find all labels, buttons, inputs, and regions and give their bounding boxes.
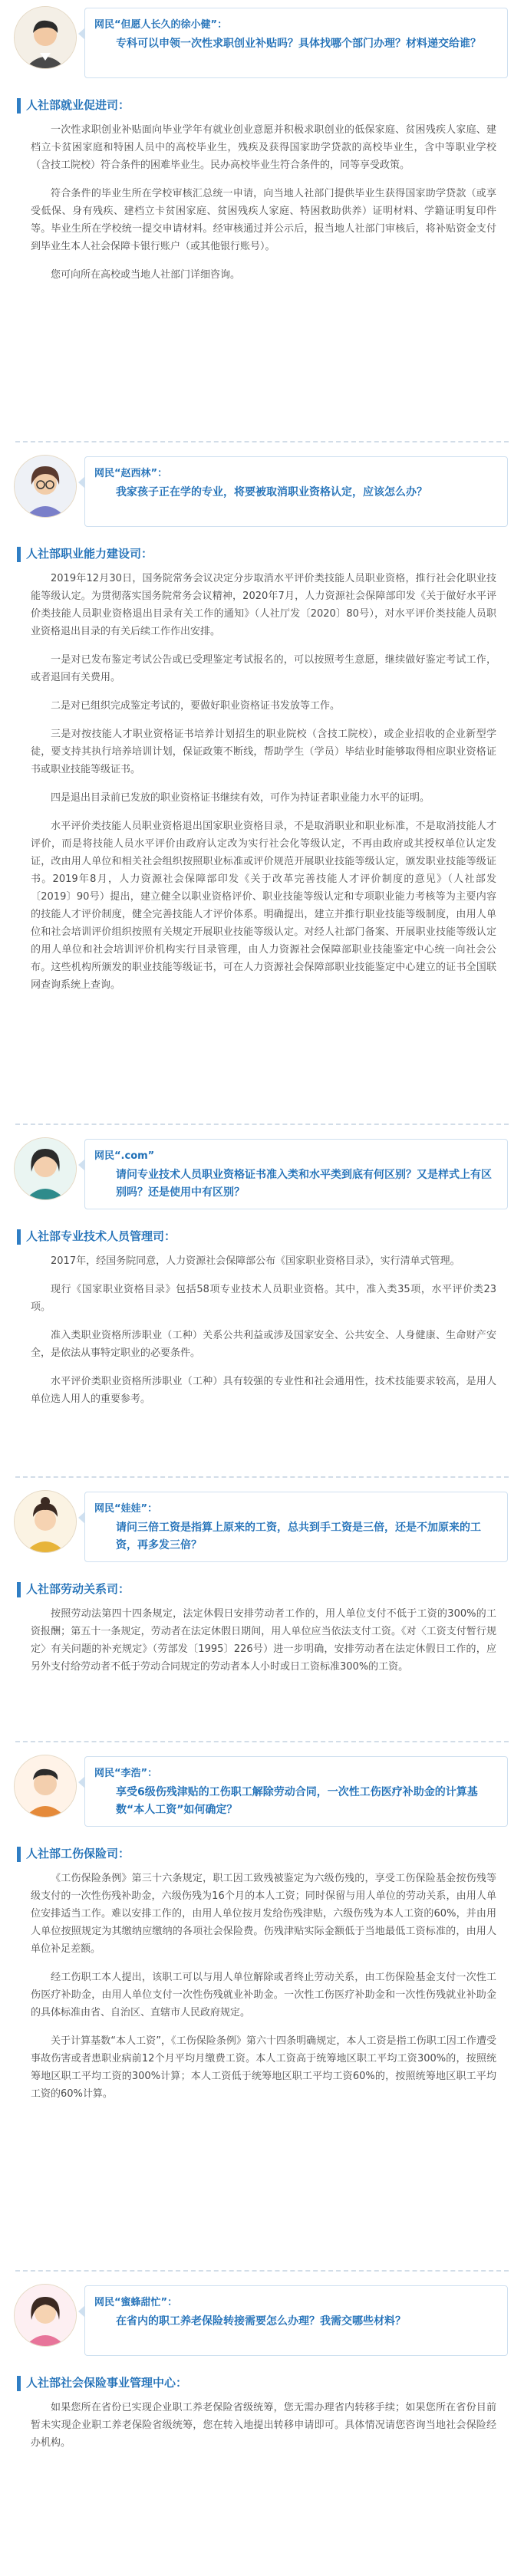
answer-paragraph: 符合条件的毕业生所在学校审核汇总统一申请，向当地人社部门提供毕业生获得国家助学贷款（或享受低保、身有残疾、建档立卡贫困家庭、贫困残疾人家庭、特困救助供养）证明材料、学籍证明复印件等。毕业生所在学校统一提交申请材料。经审核通过并公示后，报当地人社部门审核后，将补贴资金支付到毕业生本人社会保障卡银行账户（或其他银行账号）。 <box>31 188 496 252</box>
section-divider <box>15 2270 509 2272</box>
answer-paragraph: 一次性求职创业补贴面向毕业学年有就业创业意愿并积极求职创业的低保家庭、贫困残疾人家庭、建档立卡贫困家庭和特困人员中的高校毕业生，残疾及获得国家助学贷款的高校毕业生，含中等职业学校（含技工院校）符合条件的困难毕业生。民办高校毕业生符合条件的，同等享受政策。 <box>31 124 496 171</box>
qa-block-5 <box>0 1749 524 2103</box>
section-divider <box>15 1741 509 1742</box>
answer-header <box>0 1839 524 1870</box>
question-block <box>0 0 524 84</box>
qa-block-6 <box>0 2278 524 2452</box>
netizen-name: 网民“但愿人长久的徐小健”： <box>94 19 228 31</box>
answer-department: 人社部就业促进司： <box>26 98 130 112</box>
question-block <box>0 1131 524 1216</box>
question-text: 请问三倍工资是指算上原来的工资，总共到手工资是三倍，还是不加原来的工资，再多发三倍？ <box>116 1522 481 1551</box>
answer-paragraph: 经工伤职工本人提出，该职工可以与用人单位解除或者终止劳动关系，由工伤保险基金支付一次性工伤医疗补助金，由用人单位支付一次性伤残就业补助金。一次性工伤医疗补助金和一次性伤残就业补助金的具体标准由省、自治区、直辖市人民政府规定。 <box>31 1972 496 2018</box>
netizen-name: 网民“蜜蜂甜忙”： <box>94 2297 178 2308</box>
question-block <box>0 449 524 533</box>
section-divider <box>15 1476 509 1478</box>
netizen-name: 网民“娃娃”： <box>94 1503 158 1515</box>
answer-paragraph: 2019年12月30日，国务院常务会议决定分步取消水平评价类技能人员职业资格，推行社会化职业技能等级认定。为贯彻落实国务院常务会议精神，2020年7月，人力资源社会保障部印发《关于做好水平评价类技能人员职业资格退出目录有关工作的通知》（人社厅发〔2020〕80号），对水平评价类技能人员职业资格退出目录的有关后续工作作出安排。 <box>31 573 496 637</box>
answer-paragraph: 《工伤保险条例》第三十六条规定，职工因工致残被鉴定为六级伤残的，享受工伤保险基金按伤残等级支付的一次性伤残补助金，六级伤残为16个月的本人工资；同时保留与用人单位的劳动关系，由用人单位安排适当工作。难以安排工作的，由用人单位按月发给伤残津贴，六级伤残为本人工资的60%，并由用人单位按照规定为其缴纳应缴纳的各项社会保险费。伤残津贴实际金额低于当地最低工资标准的，由用人单位补足差额。 <box>31 1873 496 1955</box>
section-marker <box>17 2376 21 2391</box>
answer-paragraph: 如果您所在省份已实现企业职工养老保险省级统筹，您无需办理省内转移手续；如果您所在省份目前暂未实现企业职工养老保险省级统筹，您在转入地提出转移申请即可。具体情况请您咨询当地社会保险经办机构。 <box>31 2402 496 2449</box>
avatar-icon <box>14 6 77 69</box>
avatar-icon <box>14 1755 77 1818</box>
answer-header <box>0 539 524 570</box>
answer-department: 人社部职业能力建设司： <box>26 547 153 561</box>
answer-paragraph: 一是对已发布鉴定考试公告或已受理鉴定考试报名的，可以按照考生意愿，继续做好鉴定考试工作，或者退回有关费用。 <box>31 654 496 683</box>
answer-department: 人社部工伤保险司： <box>26 1847 130 1860</box>
section-marker <box>17 98 21 114</box>
answer-paragraph: 您可向所在高校或当地人社部门详细咨询。 <box>51 269 241 281</box>
answer-paragraph: 三是对按技能人才职业资格证书培养计划招生的职业院校（含技工院校），或企业招收的企业新型学徒，要支持其执行培养培训计划，保证政策不断线，帮助学生（学员）毕结业时能够取得相应职业资格证书或职业技能等级证书。 <box>31 729 496 775</box>
question-text: 享受6级伤残津贴的工伤职工解除劳动合同，一次性工伤医疗补助金的计算基数“本人工资”如何确定？ <box>116 1786 478 1816</box>
section-divider <box>15 1124 509 1125</box>
question-text: 在省内的职工养老保险转接需要怎么办理？我需交哪些材料？ <box>116 2315 406 2328</box>
qa-block-1 <box>0 0 524 284</box>
question-bubble <box>84 1492 508 1562</box>
answer-header <box>0 1574 524 1605</box>
question-text: 我家孩子正在学的专业，将要被取消职业资格认定，应该怎么办？ <box>116 486 427 498</box>
question-block <box>0 2278 524 2362</box>
question-block <box>0 1484 524 1568</box>
answer-paragraph: 关于计算基数“本人工资”，《工伤保险条例》第六十四条明确规定，本人工资是指工伤职工因工作遭受事故伤害或者患职业病前12个月平均月缴费工资。本人工资高于统筹地区职工平均工资300%的，按照统筹地区职工平均工资的300%计算；本人工资低于统筹地区职工平均工资60%的，按照统筹地区职工平均工资的60%计算。 <box>31 2035 496 2100</box>
avatar-icon <box>14 1490 77 1553</box>
answer-department: 人社部劳动关系司： <box>26 1582 130 1596</box>
section-marker <box>17 547 21 562</box>
netizen-name: 网民“李浩”： <box>94 1768 158 1779</box>
answer-paragraph: 现行《国家职业资格目录》包括58项专业技术人员职业资格。其中，准入类35项，水平评价类23项。 <box>31 1284 496 1313</box>
answer-paragraph: 四是退出目录前已发放的职业资格证书继续有效，可作为持证者职业能力水平的证明。 <box>51 792 430 804</box>
question-bubble <box>84 8 508 78</box>
answer-paragraph: 2017年，经国务院同意，人力资源社会保障部公布《国家职业资格目录》，实行清单式管理。 <box>51 1255 460 1267</box>
answer-header <box>0 2368 524 2399</box>
question-bubble <box>84 1756 508 1827</box>
section-marker <box>17 1229 21 1245</box>
avatar-icon <box>14 2284 77 2347</box>
answer-paragraph: 水平评价类技能人员职业资格退出国家职业资格目录，不是取消职业和职业标准，不是取消技能人才评价，而是将技能人员水平评价由政府认定改为实行社会化等级认定，不再由政府或其授权单位认定发证，改由用人单位和相关社会组织按照职业标准或评价规范开展职业技能等级认定，颁发职业技能等级证书。2019年8月，人力资源社会保障部印发《关于改革完善技能人才评价制度的意见》（人社部发〔2019〕90号）提出，建立健全以职业资格评价、职业技能等级认定和专项职业能力考核等为主要内容的技能人才评价制度，健全完善技能人才评价体系。明确提出，建立并推行职业技能等级制度，由用人单位和社会培训评价组织按照有关规定开展职业技能等级认定。对经人社部门备案、开展职业技能等级认定的用人单位和社会培训评价机构实行目录管理，由人力资源社会保障部职业技能鉴定中心统一向社会公布。这些机构所颁发的职业技能等级证书，可在人力资源社会保障部职业技能鉴定中心建立的证书全国联网查询系统上查询。 <box>31 821 496 991</box>
answer-header <box>0 90 524 121</box>
qa-block-3 <box>0 1131 524 1408</box>
section-marker <box>17 1847 21 1862</box>
answer-paragraph: 按照劳动法第四十四条规定，法定休假日安排劳动者工作的，用人单位支付不低于工资的300%的工资报酬；第五十一条规定，劳动者在法定休假日期间，用人单位应当依法支付工资。《对〈工资支付暂行规定〉有关问题的补充规定》（劳部发〔1995〕226号）进一步明确，安排劳动者在法定休假日工作的，应另外支付给劳动者不低于劳动合同规定的劳动者本人小时或日工资标准300%的工资。 <box>31 1608 496 1673</box>
netizen-name: 网民“赵西林”： <box>94 468 168 479</box>
section-divider <box>15 441 509 442</box>
qa-block-2 <box>0 449 524 994</box>
avatar-icon <box>14 455 77 518</box>
section-marker <box>17 1582 21 1597</box>
avatar-icon <box>14 1137 77 1200</box>
question-text: 请问专业技术人员职业资格证书准入类和水平类到底有何区别？又是样式上有区别吗？还是使用中有区别？ <box>116 1169 492 1199</box>
answer-department: 人社部社会保险事业管理中心： <box>26 2376 188 2390</box>
question-bubble <box>84 1139 508 1209</box>
answer-department: 人社部专业技术人员管理司： <box>26 1229 176 1243</box>
netizen-name: 网民“.com” <box>94 1150 155 1162</box>
answer-header <box>0 1222 524 1252</box>
question-block <box>0 1749 524 1833</box>
question-bubble <box>84 456 508 527</box>
question-bubble <box>84 2285 508 2356</box>
answer-paragraph: 水平评价类职业资格所涉职业（工种）具有较强的专业性和社会通用性，技术技能要求较高，是用人单位选人用人的重要参考。 <box>31 1376 496 1405</box>
answer-paragraph: 准入类职业资格所涉职业（工种）关系公共利益或涉及国家安全、公共安全、人身健康、生命财产安全，是依法从事特定职业的必要条件。 <box>31 1330 496 1359</box>
answer-paragraph: 二是对已组织完成鉴定考试的，要做好职业资格证书发放等工作。 <box>51 700 341 712</box>
qa-block-4 <box>0 1484 524 1676</box>
question-text: 专科可以申领一次性求职创业补贴吗？具体找哪个部门办理？材料递交给谁？ <box>116 38 481 50</box>
